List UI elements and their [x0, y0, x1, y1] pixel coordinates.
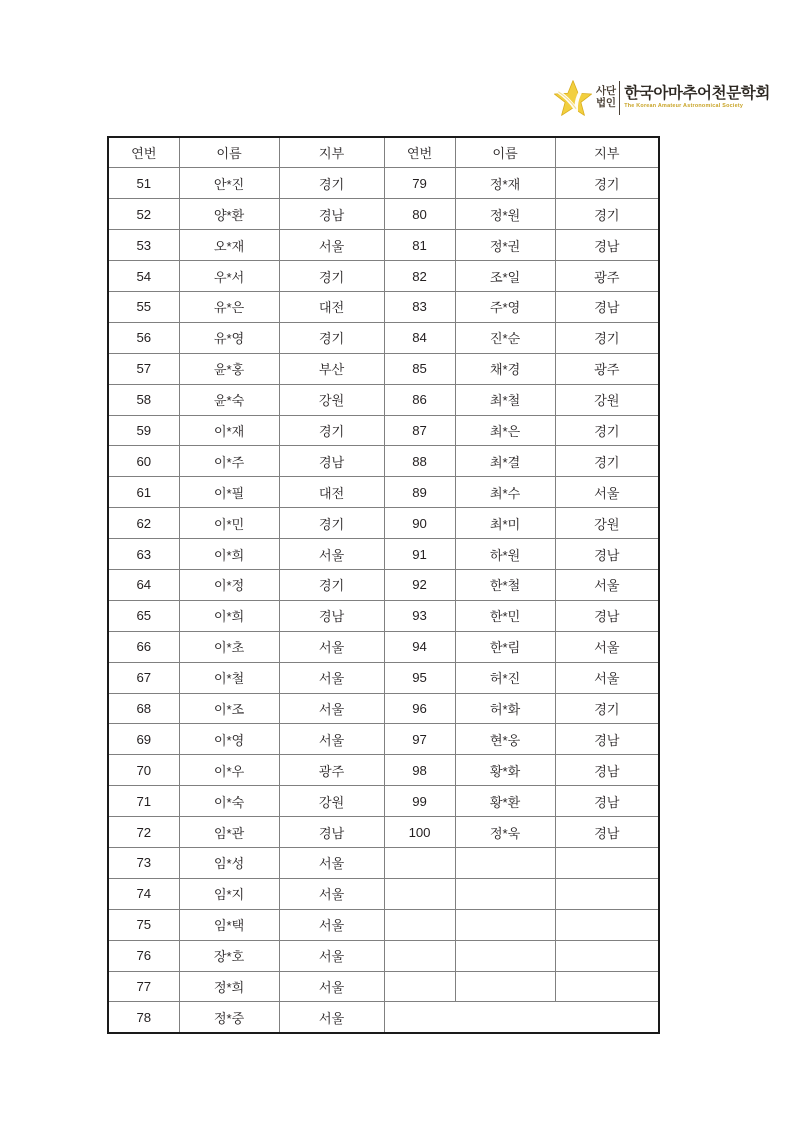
cell-name-left: 이*철	[179, 662, 279, 693]
cell-branch-right: 광주	[555, 261, 659, 292]
cell-name-left: 이*민	[179, 508, 279, 539]
cell-no-left: 76	[108, 940, 179, 971]
cell-name-left: 장*호	[179, 940, 279, 971]
cell-no-right: 81	[384, 230, 455, 261]
cell-name-left: 이*정	[179, 569, 279, 600]
cell-branch-left: 서울	[279, 539, 384, 570]
column-header-name-right: 이름	[455, 137, 555, 168]
cell-no-left: 73	[108, 847, 179, 878]
cell-no-left: 77	[108, 971, 179, 1002]
table-row	[108, 940, 659, 971]
cell-branch-left: 서울	[279, 971, 384, 1002]
cell-name-right: 주*영	[455, 291, 555, 322]
table-row	[108, 662, 659, 693]
cell-no-right: 89	[384, 477, 455, 508]
cell-branch-right: 경남	[555, 724, 659, 755]
cell-name-left: 이*숙	[179, 786, 279, 817]
table-row	[108, 569, 659, 600]
cell-name-left: 이*재	[179, 415, 279, 446]
cell-name-left: 윤*홍	[179, 353, 279, 384]
cell-no-right: 88	[384, 446, 455, 477]
cell-no-left: 52	[108, 199, 179, 230]
cell-branch-right: 경기	[555, 322, 659, 353]
cell-no-right: 99	[384, 786, 455, 817]
cell-no-left: 67	[108, 662, 179, 693]
cell-no-right: 82	[384, 261, 455, 292]
cell-branch-right: 경남	[555, 786, 659, 817]
logo-prefix-line1: 사단	[596, 85, 616, 98]
cell-no-left: 65	[108, 600, 179, 631]
cell-no-left: 55	[108, 291, 179, 322]
cell-branch-left: 서울	[279, 940, 384, 971]
table-row	[108, 971, 659, 1002]
cell-no-left: 64	[108, 569, 179, 600]
cell-no-left: 56	[108, 322, 179, 353]
table-row	[108, 477, 659, 508]
cell-name-right: 허*진	[455, 662, 555, 693]
cell-no-left: 74	[108, 878, 179, 909]
logo-name-korean: 한국아마추어천문학회	[624, 84, 770, 102]
cell-name-right: 한*민	[455, 600, 555, 631]
cell-no-left: 72	[108, 817, 179, 848]
cell-no-left: 58	[108, 384, 179, 415]
cell-no-left: 51	[108, 168, 179, 199]
table-row	[108, 199, 659, 230]
cell-name-right: 최*수	[455, 477, 555, 508]
table-row	[108, 322, 659, 353]
table-row	[108, 230, 659, 261]
table-row	[108, 693, 659, 724]
cell-name-right: 한*림	[455, 631, 555, 662]
cell-branch-left: 경남	[279, 446, 384, 477]
cell-branch-right: 경기	[555, 168, 659, 199]
cell-no-right	[384, 909, 455, 940]
cell-name-left: 안*진	[179, 168, 279, 199]
cell-branch-right: 경남	[555, 230, 659, 261]
column-header-name-left: 이름	[179, 137, 279, 168]
cell-no-left: 53	[108, 230, 179, 261]
cell-no-right: 84	[384, 322, 455, 353]
cell-no-left: 59	[108, 415, 179, 446]
cell-branch-left: 경기	[279, 322, 384, 353]
cell-branch-right: 경기	[555, 199, 659, 230]
column-header-no-right: 연번	[384, 137, 455, 168]
cell-branch-left: 서울	[279, 693, 384, 724]
cell-branch-left: 강원	[279, 786, 384, 817]
cell-name-right: 채*경	[455, 353, 555, 384]
cell-branch-left: 강원	[279, 384, 384, 415]
cell-branch-left: 경남	[279, 600, 384, 631]
cell-branch-right: 광주	[555, 353, 659, 384]
logo-prefix	[596, 86, 619, 110]
cell-name-left: 임*택	[179, 909, 279, 940]
cell-no-right: 92	[384, 569, 455, 600]
table-row	[108, 909, 659, 940]
cell-name-left: 이*필	[179, 477, 279, 508]
cell-branch-right: 경남	[555, 291, 659, 322]
table-row	[108, 786, 659, 817]
cell-name-left: 이*희	[179, 600, 279, 631]
table-row	[108, 353, 659, 384]
cell-no-right: 91	[384, 539, 455, 570]
cell-branch-right: 서울	[555, 477, 659, 508]
cell-no-left: 71	[108, 786, 179, 817]
cell-branch-left: 대전	[279, 477, 384, 508]
cell-name-right	[455, 909, 555, 940]
cell-branch-right: 서울	[555, 631, 659, 662]
cell-branch-right: 경남	[555, 600, 659, 631]
cell-branch-left: 서울	[279, 631, 384, 662]
cell-branch-left: 경기	[279, 261, 384, 292]
cell-no-left: 63	[108, 539, 179, 570]
cell-branch-right: 서울	[555, 662, 659, 693]
cell-branch-right	[555, 971, 659, 1002]
cell-no-right: 85	[384, 353, 455, 384]
cell-name-right	[455, 847, 555, 878]
cell-name-left: 임*관	[179, 817, 279, 848]
cell-no-left: 75	[108, 909, 179, 940]
cell-no-right: 96	[384, 693, 455, 724]
cell-name-right: 최*미	[455, 508, 555, 539]
cell-name-left: 임*성	[179, 847, 279, 878]
cell-branch-left: 경기	[279, 168, 384, 199]
table-row	[108, 755, 659, 786]
cell-no-right: 94	[384, 631, 455, 662]
cell-name-left: 유*은	[179, 291, 279, 322]
cell-name-right: 진*순	[455, 322, 555, 353]
cell-no-left: 54	[108, 261, 179, 292]
cell-name-right: 조*일	[455, 261, 555, 292]
logo-name-english: The Korean Amateur Astronomical Society	[624, 103, 744, 110]
cell-branch-left: 광주	[279, 755, 384, 786]
cell-no-right	[384, 847, 455, 878]
cell-no-right	[384, 940, 455, 971]
cell-branch-left: 경기	[279, 508, 384, 539]
logo-names	[624, 86, 770, 110]
table-row	[108, 508, 659, 539]
cell-name-left: 정*희	[179, 971, 279, 1002]
logo-divider	[619, 81, 621, 115]
column-header-branch-left: 지부	[279, 137, 384, 168]
table-row	[108, 415, 659, 446]
table-row	[108, 817, 659, 848]
cell-no-left: 68	[108, 693, 179, 724]
cell-no-left: 61	[108, 477, 179, 508]
table-row	[108, 168, 659, 199]
cell-no-left: 62	[108, 508, 179, 539]
cell-name-right: 정*재	[455, 168, 555, 199]
cell-branch-right: 강원	[555, 508, 659, 539]
cell-branch-right: 경남	[555, 539, 659, 570]
cell-name-left: 정*중	[179, 1002, 279, 1033]
cell-name-right: 정*원	[455, 199, 555, 230]
cell-name-right: 황*화	[455, 755, 555, 786]
cell-name-right: 최*은	[455, 415, 555, 446]
society-logo	[553, 78, 770, 118]
table-row	[108, 291, 659, 322]
cell-branch-left: 부산	[279, 353, 384, 384]
table-row	[108, 878, 659, 909]
cell-merged-empty	[384, 1002, 659, 1033]
cell-no-left: 70	[108, 755, 179, 786]
cell-branch-left: 서울	[279, 847, 384, 878]
cell-name-left: 임*지	[179, 878, 279, 909]
table-row	[108, 446, 659, 477]
cell-branch-left: 서울	[279, 230, 384, 261]
column-header-branch-right: 지부	[555, 137, 659, 168]
cell-branch-left: 경기	[279, 415, 384, 446]
cell-name-right: 최*결	[455, 446, 555, 477]
cell-branch-left: 경남	[279, 817, 384, 848]
cell-name-right: 최*철	[455, 384, 555, 415]
cell-no-right: 79	[384, 168, 455, 199]
cell-name-left: 윤*숙	[179, 384, 279, 415]
cell-no-left: 69	[108, 724, 179, 755]
cell-no-right: 97	[384, 724, 455, 755]
table-row	[108, 261, 659, 292]
cell-branch-left: 서울	[279, 662, 384, 693]
cell-name-left: 이*초	[179, 631, 279, 662]
cell-no-right: 100	[384, 817, 455, 848]
cell-no-right: 87	[384, 415, 455, 446]
logo-prefix-line2: 법인	[596, 97, 616, 109]
cell-branch-right: 경기	[555, 693, 659, 724]
cell-branch-left: 경남	[279, 199, 384, 230]
cell-name-left: 이*주	[179, 446, 279, 477]
cell-branch-right	[555, 909, 659, 940]
member-roster-table	[107, 136, 660, 1034]
cell-branch-right	[555, 940, 659, 971]
gold-star-icon	[553, 79, 593, 117]
cell-no-right	[384, 971, 455, 1002]
cell-name-right: 하*원	[455, 539, 555, 570]
cell-no-right: 90	[384, 508, 455, 539]
cell-no-left: 57	[108, 353, 179, 384]
cell-name-left: 이*영	[179, 724, 279, 755]
cell-name-right: 현*웅	[455, 724, 555, 755]
cell-no-right: 95	[384, 662, 455, 693]
cell-branch-left: 서울	[279, 909, 384, 940]
cell-name-left: 유*영	[179, 322, 279, 353]
cell-name-right	[455, 878, 555, 909]
cell-no-right: 98	[384, 755, 455, 786]
cell-no-right: 86	[384, 384, 455, 415]
cell-no-right: 80	[384, 199, 455, 230]
table-row	[108, 724, 659, 755]
cell-name-left: 우*서	[179, 261, 279, 292]
cell-branch-right	[555, 847, 659, 878]
cell-branch-left: 서울	[279, 1002, 384, 1033]
cell-name-right: 정*욱	[455, 817, 555, 848]
cell-branch-left: 서울	[279, 878, 384, 909]
cell-no-left: 66	[108, 631, 179, 662]
cell-name-left: 이*우	[179, 755, 279, 786]
cell-branch-left: 대전	[279, 291, 384, 322]
cell-no-left: 60	[108, 446, 179, 477]
cell-no-right: 93	[384, 600, 455, 631]
cell-name-right: 정*권	[455, 230, 555, 261]
cell-no-right	[384, 878, 455, 909]
cell-branch-right: 경남	[555, 755, 659, 786]
table-row	[108, 631, 659, 662]
cell-name-left: 이*희	[179, 539, 279, 570]
cell-name-right: 황*환	[455, 786, 555, 817]
cell-branch-left: 경기	[279, 569, 384, 600]
table-header-row	[108, 137, 659, 168]
cell-branch-right: 강원	[555, 384, 659, 415]
cell-name-left: 오*재	[179, 230, 279, 261]
cell-name-left: 양*환	[179, 199, 279, 230]
cell-name-right: 허*화	[455, 693, 555, 724]
table-row	[108, 384, 659, 415]
cell-name-right	[455, 971, 555, 1002]
cell-branch-left: 서울	[279, 724, 384, 755]
cell-name-right	[455, 940, 555, 971]
cell-branch-right: 서울	[555, 569, 659, 600]
cell-branch-right: 경기	[555, 415, 659, 446]
table-row	[108, 847, 659, 878]
cell-name-right: 한*철	[455, 569, 555, 600]
cell-name-left: 이*조	[179, 693, 279, 724]
cell-branch-right	[555, 878, 659, 909]
table-row	[108, 600, 659, 631]
cell-no-right: 83	[384, 291, 455, 322]
table-row	[108, 1002, 659, 1033]
column-header-no-left: 연번	[108, 137, 179, 168]
table-row	[108, 539, 659, 570]
cell-no-left: 78	[108, 1002, 179, 1033]
cell-branch-right: 경기	[555, 446, 659, 477]
cell-branch-right: 경남	[555, 817, 659, 848]
